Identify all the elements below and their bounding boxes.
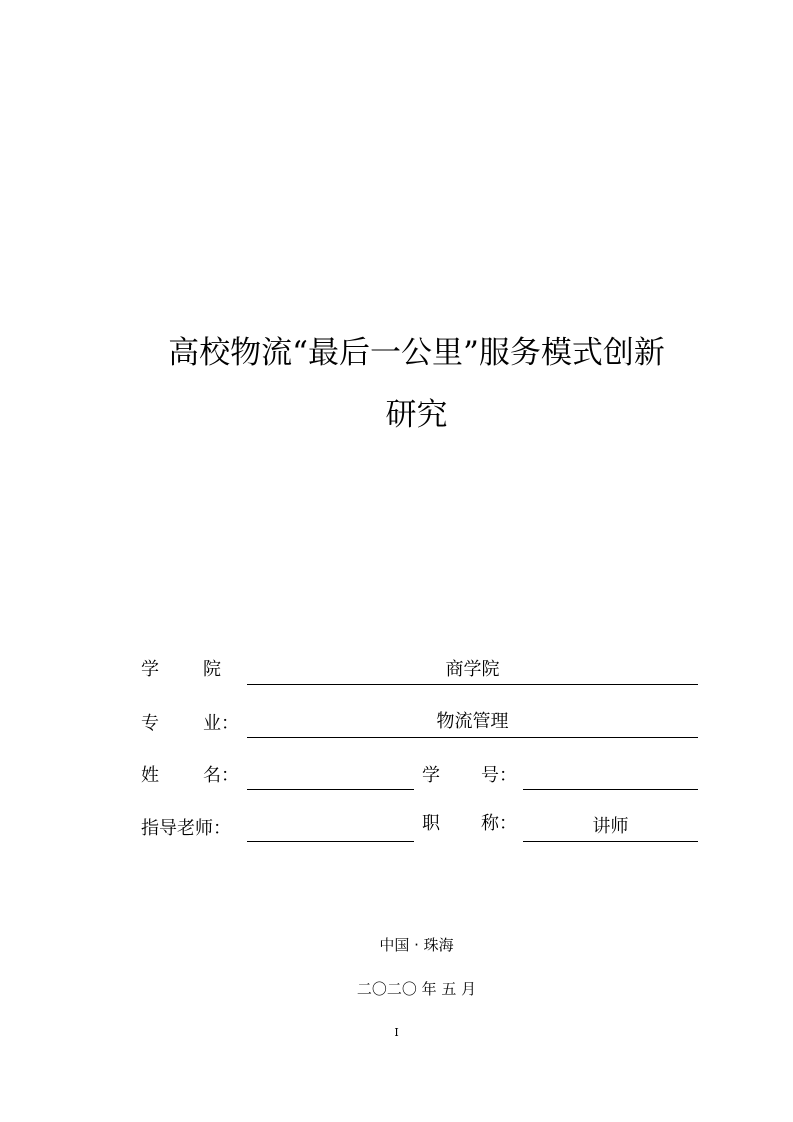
college-label-char-2: 院 <box>203 659 221 680</box>
major-label-char-1: 专 <box>141 713 159 734</box>
advisor-title-label-char-1: 职 <box>422 813 440 834</box>
advisor-title-underline <box>523 841 698 842</box>
advisor-title-label-char-2: 称： <box>481 813 517 834</box>
college-underline <box>247 684 698 685</box>
major-label-char-2: 业： <box>203 713 239 734</box>
advisor-title-value: 讲师 <box>592 816 629 837</box>
name-label-char-2: 名： <box>203 765 239 786</box>
name-label-char-1: 姓 <box>141 765 159 786</box>
thesis-title-line-1: 高校物流“最后一公里”服务模式创新 <box>168 335 665 371</box>
name-underline <box>247 789 414 790</box>
college-label-char-1: 学 <box>141 659 159 680</box>
date-text: 二〇二〇 年 五 月 <box>356 980 477 998</box>
student-id-label-char-2: 号： <box>481 765 517 786</box>
advisor-underline <box>247 841 414 842</box>
major-underline <box>247 737 698 738</box>
student-id-underline <box>523 789 698 790</box>
college-value: 商学院 <box>445 659 500 680</box>
page-number: I <box>394 1026 399 1039</box>
student-id-label-char-1: 学 <box>422 765 440 786</box>
location-text: 中国 · 珠海 <box>379 936 454 954</box>
major-value: 物流管理 <box>436 711 509 732</box>
advisor-label: 指导老师： <box>141 818 231 839</box>
thesis-title-line-2: 研究 <box>385 397 448 433</box>
